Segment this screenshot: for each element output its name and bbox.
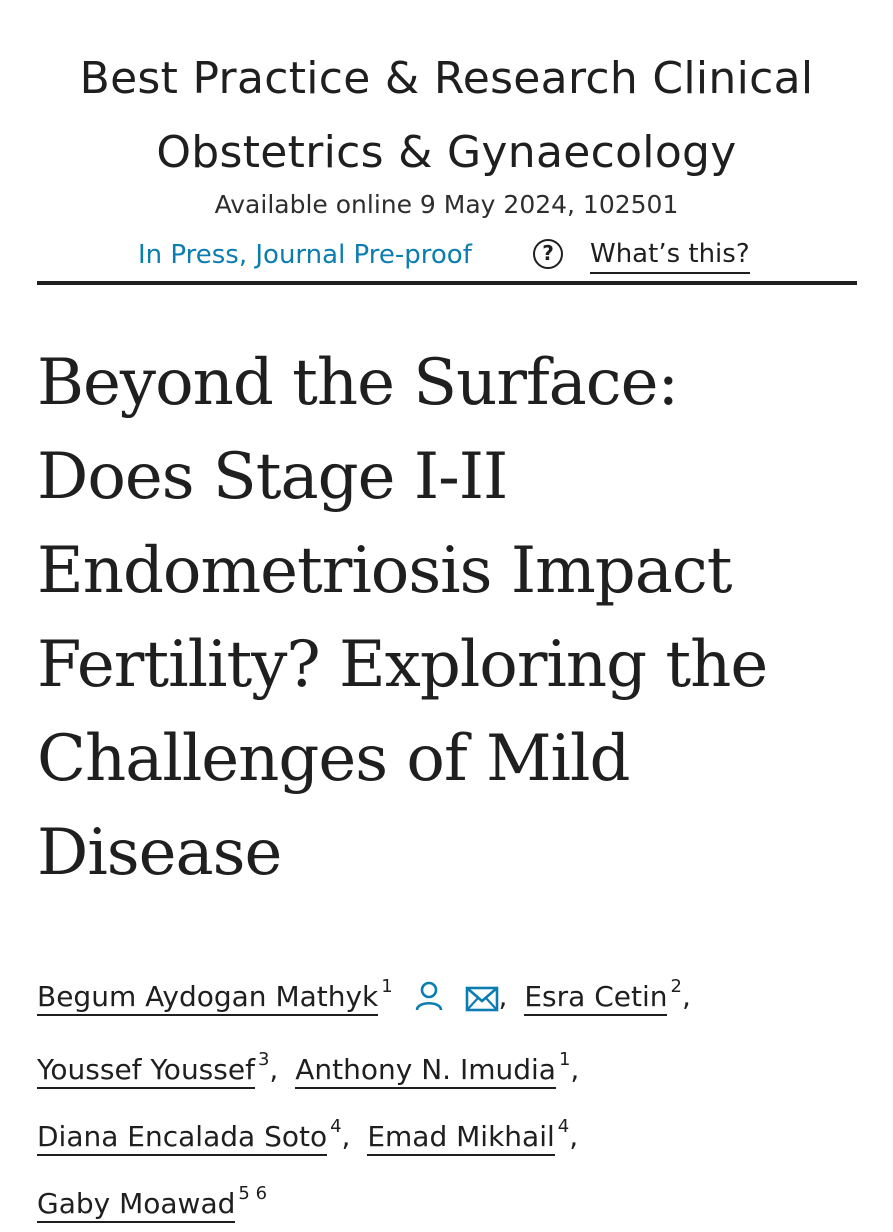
- author-separator: ,: [269, 1053, 279, 1086]
- author-line: [37, 1098, 867, 1165]
- author-separator: ,: [569, 1120, 579, 1153]
- author-link[interactable]: Diana Encalada Soto: [37, 1120, 327, 1156]
- journal-title-line-1: Best Practice & Research Clinical: [79, 53, 814, 104]
- author-link[interactable]: Anthony N. Imudia: [295, 1053, 556, 1089]
- in-press-link[interactable]: In Press, Journal Pre-proof: [138, 240, 472, 270]
- header-divider: [37, 281, 857, 285]
- author-list: [37, 958, 867, 1232]
- author-affiliation: 2: [670, 976, 682, 997]
- author-link[interactable]: Youssef Youssef: [37, 1053, 255, 1089]
- author-separator: ,: [570, 1053, 580, 1086]
- author-link[interactable]: Begum Aydogan Mathyk: [37, 980, 378, 1016]
- question-circle-icon[interactable]: ?: [533, 239, 563, 269]
- author-affiliation: 4: [330, 1116, 342, 1137]
- author-affiliation: 3: [257, 1049, 270, 1070]
- article-title: [37, 336, 867, 900]
- author-link[interactable]: Emad Mikhail: [367, 1120, 554, 1156]
- article-title-line: Fertility? Exploring the: [37, 628, 768, 702]
- available-online-date: Available online 9 May 2024, 102501: [214, 190, 679, 219]
- article-title-line: Does Stage I-II: [37, 440, 508, 514]
- whats-this-link[interactable]: What’s this?: [590, 236, 750, 274]
- author-separator: ,: [498, 980, 508, 1013]
- article-title-line: Endometriosis Impact: [37, 534, 732, 608]
- article-title-line: Challenges of Mild: [37, 722, 630, 796]
- article-title-line: Disease: [37, 816, 282, 890]
- author-link[interactable]: Gaby Moawad: [37, 1187, 235, 1223]
- author-line: [37, 1165, 867, 1232]
- author-affiliation: 1: [558, 1049, 571, 1070]
- author-affiliation: 1: [381, 976, 393, 997]
- person-icon[interactable]: [414, 974, 444, 1031]
- author-separator: ,: [341, 1120, 351, 1153]
- author-line: [37, 958, 867, 1031]
- mail-icon[interactable]: [465, 974, 499, 1031]
- status-row: [0, 236, 893, 276]
- author-link[interactable]: Esra Cetin: [524, 980, 667, 1016]
- journal-title[interactable]: [0, 42, 893, 190]
- article-title-line: Beyond the Surface:: [37, 346, 679, 420]
- author-affiliation: 4: [557, 1116, 570, 1137]
- author-separator: ,: [681, 980, 691, 1013]
- author-line: [37, 1031, 867, 1098]
- author-affiliation: 5 6: [238, 1183, 268, 1204]
- journal-title-line-2: Obstetrics & Gynaecology: [156, 127, 737, 178]
